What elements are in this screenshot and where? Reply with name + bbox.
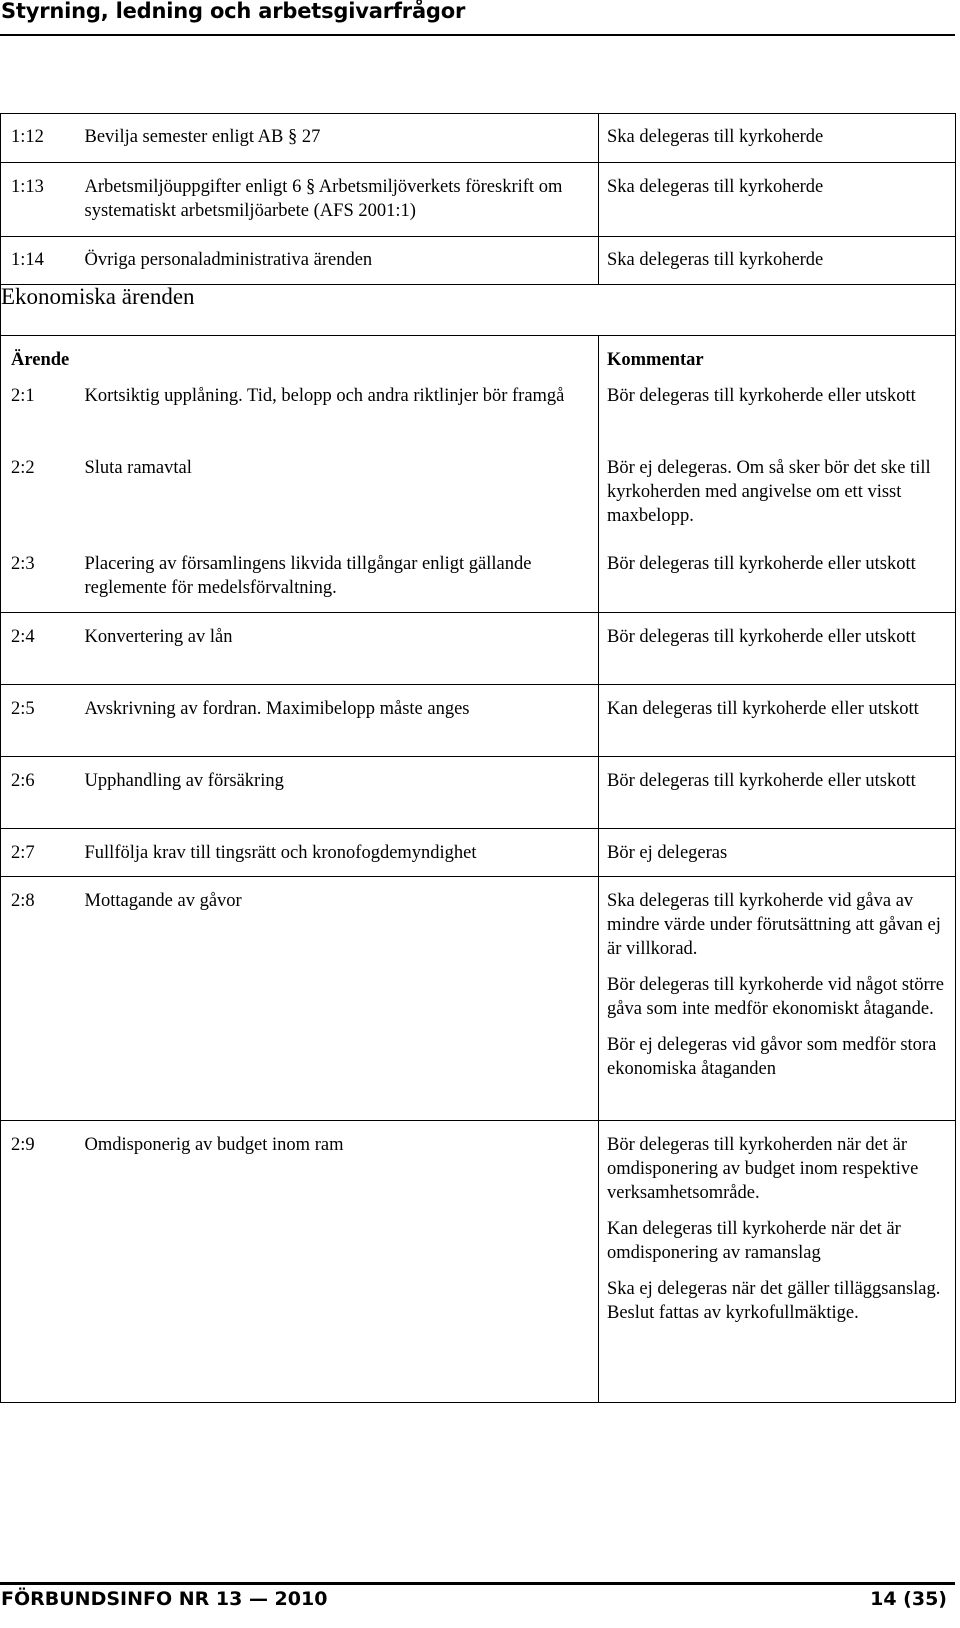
row-code: 2:2 [1, 444, 75, 540]
footer-publication: FÖRBUNDSINFO NR 13 — 2010 [1, 1588, 328, 1610]
row-comment [599, 1120, 956, 1402]
row-comment [599, 372, 956, 444]
comment-paragraph: Bör ej delegeras [607, 842, 728, 863]
footer-page-number: 14 (35) [870, 1588, 947, 1610]
table-row [1, 444, 956, 540]
row-code: 1:12 [1, 114, 75, 163]
column-header-row [1, 336, 956, 373]
comment-paragraph: Kan delegeras till kyrkoherde eller utskott [607, 698, 919, 719]
row-comment: Ska delegeras till kyrkoherde [599, 237, 956, 285]
table-row [1, 876, 956, 1120]
page-header-title: Styrning, ledning och arbetsgivarfrågor [1, 0, 466, 23]
row-code: 2:7 [1, 828, 75, 876]
comment-paragraph: Bör ej delegeras vid gåvor som medför stora ekonomiska åtaganden [607, 1034, 937, 1079]
row-code: 1:14 [1, 237, 75, 285]
row-comment: Ska delegeras till kyrkoherde [599, 114, 956, 163]
row-subject: Arbetsmiljöuppgifter enligt 6 § Arbetsmiljöverkets föreskrift om systematiskt arbetsmiljöarbete (AFS 2001:1) [75, 163, 599, 237]
section-title-row [1, 285, 956, 336]
row-comment [599, 756, 956, 828]
comment-paragraph: Bör delegeras till kyrkoherde eller utskott [607, 386, 916, 406]
row-code: 2:1 [1, 372, 75, 444]
footer-rule [0, 1582, 955, 1585]
row-comment [599, 828, 956, 876]
comment-paragraph: Ska ej delegeras när det gäller tilläggsanslag. Beslut fattas av kyrkofullmäktige. [607, 1278, 941, 1323]
row-code: 2:6 [1, 756, 75, 828]
row-code: 2:5 [1, 684, 75, 756]
row-subject: Avskrivning av fordran. Maximibelopp måste anges [75, 684, 599, 756]
column-header-subject: Ärende [1, 336, 599, 373]
table-row [1, 163, 956, 237]
row-subject: Fullfölja krav till tingsrätt och kronofogdemyndighet [75, 828, 599, 876]
comment-paragraph: Bör delegeras till kyrkoherden när det är omdisponering av budget inom respektive verksamhetsområde. [607, 1134, 919, 1203]
table-row [1, 372, 956, 444]
row-comment [599, 684, 956, 756]
row-code: 2:3 [1, 540, 75, 612]
row-subject: Konvertering av lån [75, 612, 599, 684]
comment-paragraph: Bör delegeras till kyrkoherde eller utskott [607, 554, 916, 574]
comment-paragraph: Bör delegeras till kyrkoherde eller utskott [607, 770, 916, 791]
table-row [1, 684, 956, 756]
row-subject: Placering av församlingens likvida tillgångar enligt gällande reglemente för medelsförvaltning. [75, 540, 599, 612]
comment-paragraph: Ska delegeras till kyrkoherde vid gåva av mindre värde under förutsättning att gåvan ej är villkorad. [607, 890, 941, 959]
table-row [1, 612, 956, 684]
header-rule [0, 34, 955, 36]
comment-paragraph: Kan delegeras till kyrkoherde när det är omdisponering av ramanslag [607, 1218, 901, 1263]
table-row [1, 237, 956, 285]
row-subject: Omdisponerig av budget inom ram [75, 1120, 599, 1402]
table-row [1, 114, 956, 163]
row-subject: Upphandling av försäkring [75, 756, 599, 828]
row-code: 1:13 [1, 163, 75, 237]
table-row [1, 540, 956, 612]
row-code: 2:8 [1, 876, 75, 1120]
row-subject: Kortsiktig upplåning. Tid, belopp och andra riktlinjer bör framgå [75, 372, 599, 444]
comment-paragraph: Bör ej delegeras. Om så sker bör det ske till kyrkoherden med angivelse om ett visst maxbelopp. [607, 458, 931, 526]
row-comment: Ska delegeras till kyrkoherde [599, 163, 956, 237]
row-comment [599, 444, 956, 540]
row-comment [599, 612, 956, 684]
row-comment [599, 876, 956, 1120]
table-row [1, 1120, 956, 1402]
table-row [1, 828, 956, 876]
section-title: Ekonomiska ärenden [1, 285, 956, 336]
row-code: 2:4 [1, 612, 75, 684]
table-row [1, 756, 956, 828]
column-header-comment: Kommentar [599, 336, 956, 373]
comment-paragraph: Bör delegeras till kyrkoherde vid något större gåva som inte medför ekonomiskt åtagande. [607, 974, 945, 1019]
comment-paragraph: Bör delegeras till kyrkoherde eller utskott [607, 626, 916, 647]
row-subject: Sluta ramavtal [75, 444, 599, 540]
delegation-table [0, 113, 956, 1403]
row-comment [599, 540, 956, 612]
row-subject: Övriga personaladministrativa ärenden [75, 237, 599, 285]
row-subject: Mottagande av gåvor [75, 876, 599, 1120]
row-subject: Bevilja semester enligt AB § 27 [75, 114, 599, 163]
row-code: 2:9 [1, 1120, 75, 1402]
